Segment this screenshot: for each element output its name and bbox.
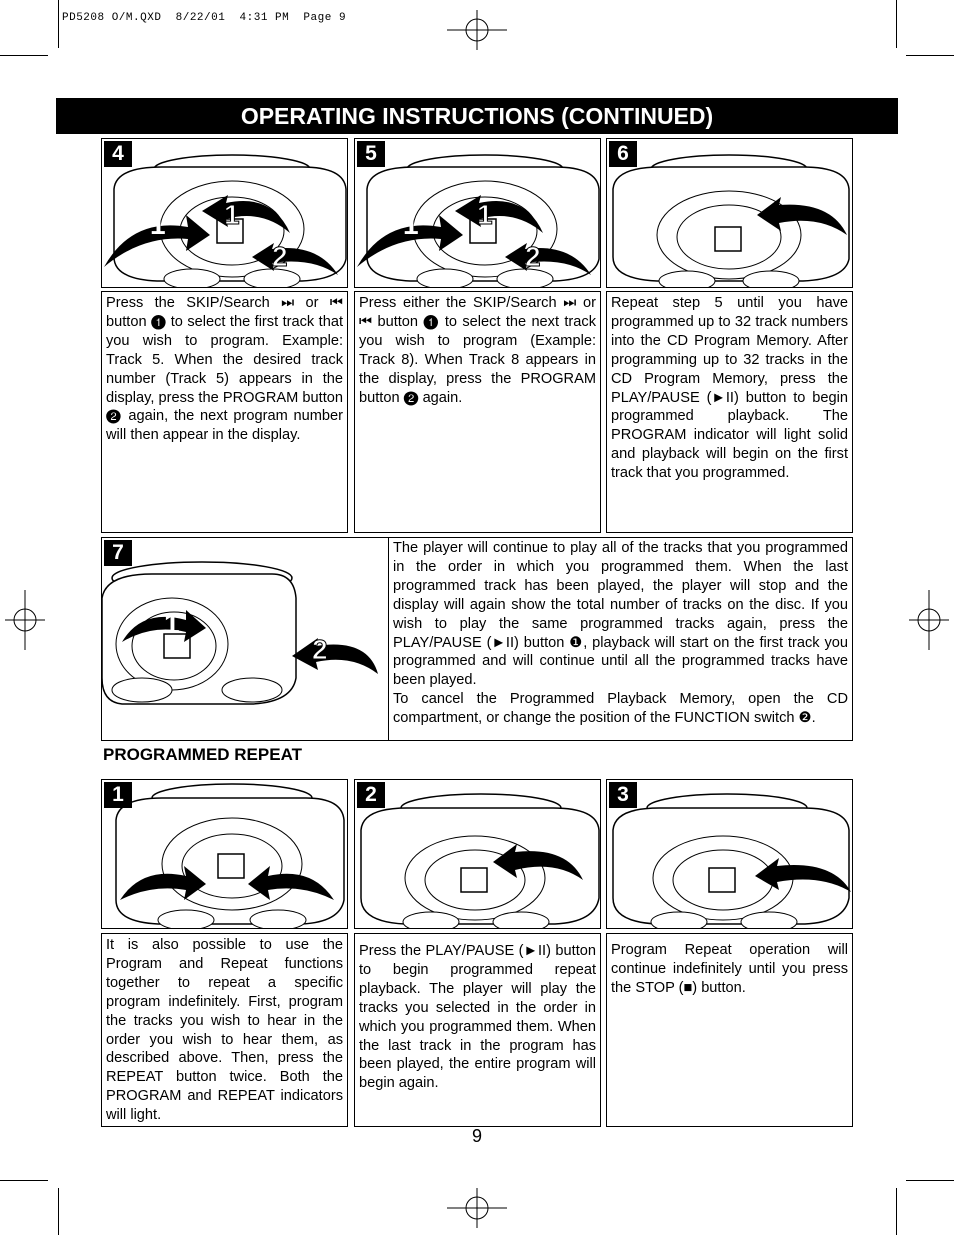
step-5-text: Press either the SKIP/Search ⏭ or ⏮ button ❶ to select the next track you wish to program (Example: Track 8). When Track 8 appears in the display, press the PROGRAM button ❷ again. — [354, 291, 601, 533]
illustration-step-5 — [354, 138, 601, 288]
callout-number: 2 — [312, 634, 328, 665]
callout-number: 2 — [272, 241, 288, 272]
step-4-text: Press the SKIP/Search ⏭ or ⏮ button ❶ to select the first track that you wish to program. Example: Track 5. When the desired track number (Track 5) appears in the display, press the PROGRAM button ❷ again, the next program number will then appear in the display. — [101, 291, 348, 533]
registration-mark-icon — [447, 1188, 507, 1228]
registration-mark-icon — [447, 10, 507, 50]
registration-mark-icon — [909, 590, 949, 650]
step-number: 7 — [104, 540, 132, 566]
callout-number: 1 — [150, 209, 166, 240]
illustration-repeat-step-2 — [354, 779, 601, 929]
crop-mark — [896, 0, 897, 48]
step-number: 4 — [104, 141, 132, 167]
crop-mark — [896, 1188, 897, 1235]
callout-number: 1 — [224, 199, 240, 230]
crop-mark — [906, 1180, 954, 1181]
illustration-step-7 — [101, 537, 389, 741]
cd-player-icon — [607, 139, 853, 288]
callout-number: 1 — [477, 199, 493, 230]
step-number: 2 — [357, 782, 385, 808]
step-7-paragraph: The player will continue to play all of the tracks that you programmed in the order in which you programmed them. When the last programmed track has been played, the player will stop and the display will again show the total number of tracks on the disc. If you wish to play the same programmed tracks again, press the PLAY/PAUSE (►II) button ❶, playback will start on the first track you programmed and will continue until all the programmed tracks have been played. — [393, 540, 848, 689]
step-number: 3 — [609, 782, 637, 808]
callout-number: 1 — [164, 608, 180, 639]
illustration-step-4 — [101, 138, 348, 288]
cd-player-icon — [102, 538, 389, 741]
cd-player-icon — [607, 780, 853, 929]
cd-player-icon — [355, 780, 601, 929]
callout-number: 1 — [403, 209, 419, 240]
step-7-text — [388, 537, 853, 741]
step-number: 6 — [609, 141, 637, 167]
crop-mark — [58, 0, 59, 48]
crop-mark — [0, 55, 48, 56]
step-6-text: Repeat step 5 until you have programmed up to 32 track numbers into the CD Program Memory. After programming up to 32 tracks in the CD Program Memory, press the PLAY/PAUSE (►II) button to begin programmed playback. The PROGRAM indicator will light solid and playback will begin on the first track that you programmed. — [606, 291, 853, 533]
registration-mark-icon — [5, 590, 45, 650]
illustration-repeat-step-1 — [101, 779, 348, 929]
file-slug: PD5208 O/M.QXD 8/22/01 4:31 PM Page 9 — [62, 12, 347, 24]
repeat-step-1-text: It is also possible to use the Program and Repeat functions together to repeat a specific program indefinitely. First, program the tracks you wish to hear in the order you wish to hear them, as described above. Then, press the REPEAT button twice. Both the PROGRAM and REPEAT indicators will light. — [101, 933, 348, 1127]
crop-mark — [906, 55, 954, 56]
step-number: 5 — [357, 141, 385, 167]
step-number: 1 — [104, 782, 132, 808]
illustration-step-6 — [606, 138, 853, 288]
illustration-repeat-step-3 — [606, 779, 853, 929]
step-7-paragraph: To cancel the Programmed Playback Memory, open the CD compartment, or change the position of the FUNCTION switch ❷. — [393, 691, 848, 727]
page-number: 9 — [471, 1126, 482, 1146]
section-title: PROGRAMMED REPEAT — [103, 745, 302, 764]
repeat-step-3-text: Program Repeat operation will continue indefinitely until you press the STOP (■) button. — [606, 933, 853, 1127]
crop-mark — [0, 1180, 48, 1181]
cd-player-icon — [102, 780, 348, 929]
callout-number: 2 — [525, 241, 541, 272]
page-title: OPERATING INSTRUCTIONS (CONTINUED) — [56, 98, 898, 134]
repeat-step-2-text: Press the PLAY/PAUSE (►II) button to begin programmed repeat playback. The player will play the tracks you selected in the order in which you programmed them. When the last track in the program has been played, the entire program will begin again. — [354, 933, 601, 1127]
crop-mark — [58, 1188, 59, 1235]
